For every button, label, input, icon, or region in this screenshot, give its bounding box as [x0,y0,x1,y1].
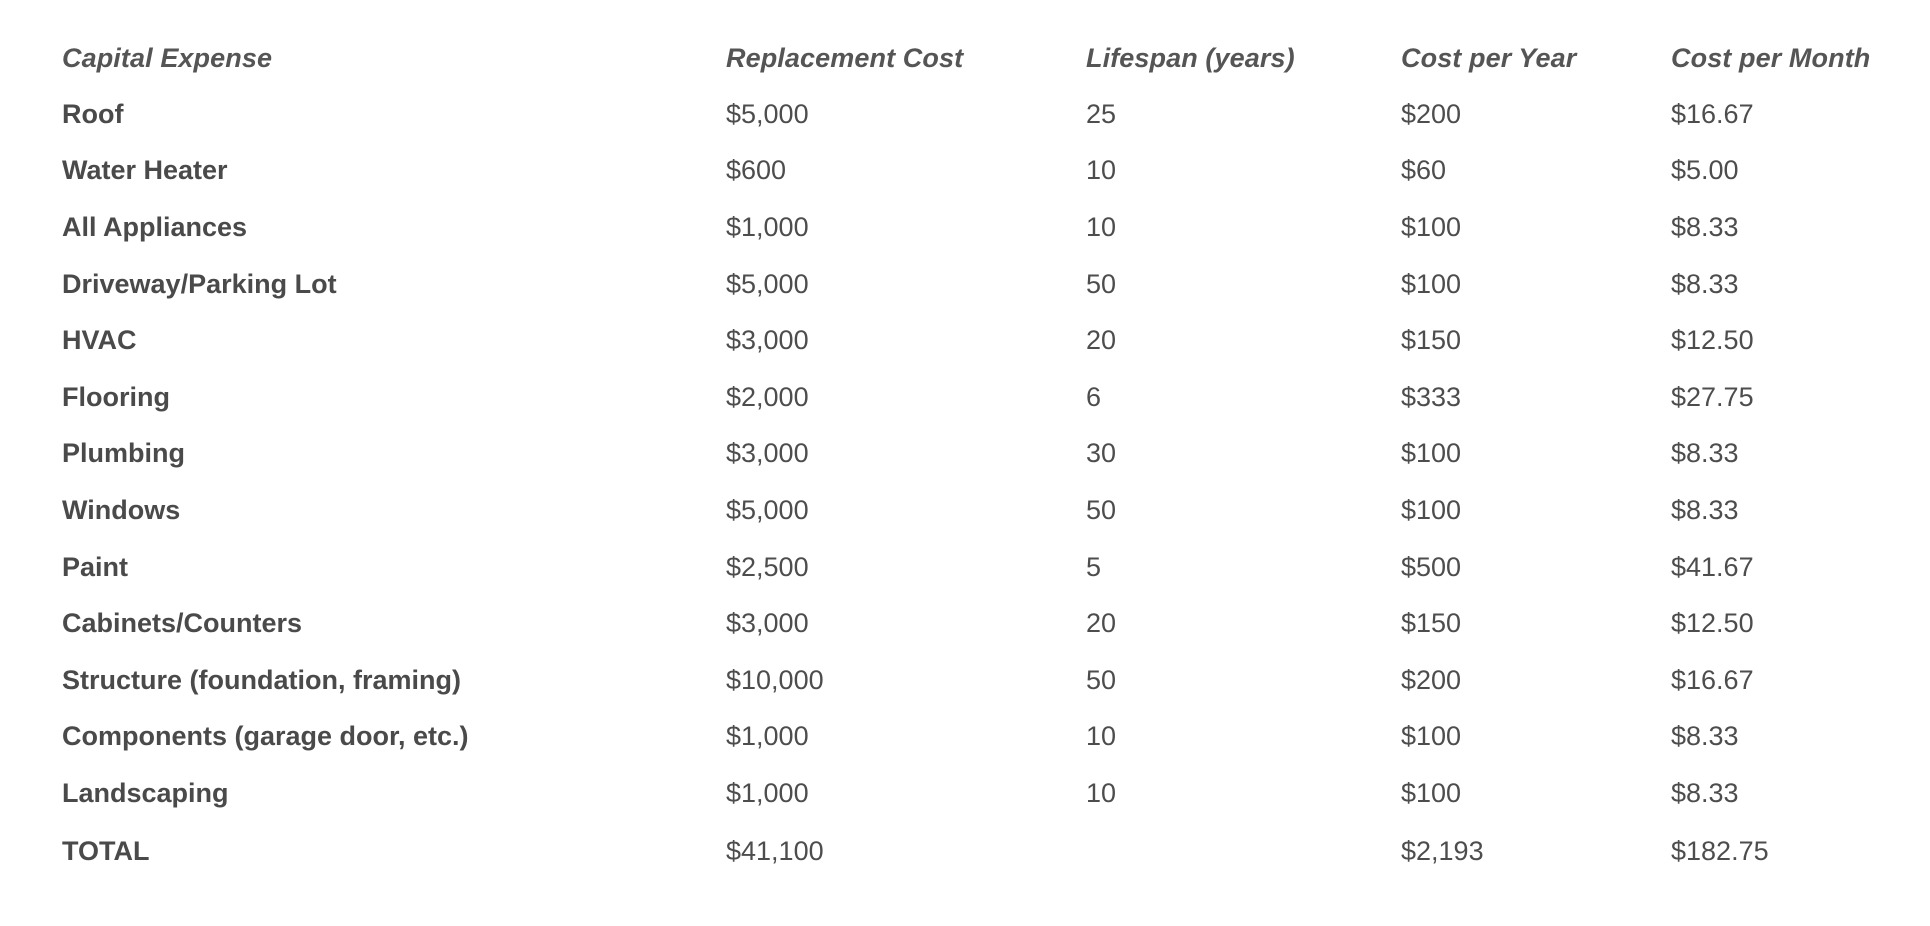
cost-per-month: $16.67 [1671,664,1754,695]
replacement-cost: $600 [726,155,787,186]
expense-name: Cabinets/Counters [62,608,303,639]
table-row [62,765,1882,822]
expense-name: Roof [62,98,124,129]
table-body [62,86,1882,882]
cost-per-month: $8.33 [1671,438,1739,469]
lifespan-years: 20 [1086,325,1117,356]
cost-per-year: $200 [1401,98,1462,129]
total-lifespan-empty [1086,822,1401,882]
replacement-cost: $1,000 [726,777,809,808]
table-row [62,256,1882,313]
cost-per-year: $100 [1401,211,1462,242]
cost-per-month: $8.33 [1671,211,1739,242]
cost-per-month: $12.50 [1671,325,1754,356]
lifespan-years: 50 [1086,664,1117,695]
expense-name: Paint [62,551,129,582]
lifespan-years: 5 [1086,551,1102,582]
cost-per-year: $100 [1401,721,1462,752]
table-row [62,199,1882,256]
expense-name: Driveway/Parking Lot [62,268,337,299]
replacement-cost: $5,000 [726,268,809,299]
expense-name: Structure (foundation, framing) [62,664,461,695]
capital-expense-table-container [62,30,1882,882]
cost-per-month: $27.75 [1671,381,1754,412]
lifespan-years: 25 [1086,98,1117,129]
total-label: TOTAL [62,836,150,867]
header-replacement-cost: Replacement Cost [726,42,964,73]
header-row [62,30,1882,86]
header-lifespan: Lifespan (years) [1086,42,1295,73]
total-replacement-cost: $41,100 [726,836,824,867]
cost-per-month: $41.67 [1671,551,1754,582]
cost-per-year: $100 [1401,777,1462,808]
lifespan-years: 10 [1086,155,1117,186]
lifespan-years: 20 [1086,608,1117,639]
table-row [62,369,1882,426]
expense-name: All Appliances [62,211,248,242]
expense-name: Water Heater [62,155,228,186]
replacement-cost: $10,000 [726,664,824,695]
cost-per-month: $12.50 [1671,608,1754,639]
cost-per-year: $200 [1401,664,1462,695]
table-row [62,426,1882,483]
cost-per-year: $60 [1401,155,1447,186]
table-row [62,86,1882,143]
replacement-cost: $5,000 [726,494,809,525]
table-row [62,595,1882,652]
table-row [62,482,1882,539]
cost-per-month: $8.33 [1671,494,1739,525]
lifespan-years: 50 [1086,494,1117,525]
cost-per-year: $333 [1401,381,1462,412]
cost-per-month: $5.00 [1671,155,1739,186]
header-capital-expense: Capital Expense [62,42,273,73]
replacement-cost: $2,000 [726,381,809,412]
cost-per-year: $100 [1401,268,1462,299]
replacement-cost: $2,500 [726,551,809,582]
cost-per-month: $8.33 [1671,268,1739,299]
table-row [62,652,1882,709]
cost-per-month: $16.67 [1671,98,1754,129]
replacement-cost: $3,000 [726,438,809,469]
table-header [62,30,1882,86]
cost-per-year: $100 [1401,438,1462,469]
cost-per-year: $500 [1401,551,1462,582]
capital-expense-table [62,30,1882,882]
table-row [62,143,1882,200]
expense-name: Flooring [62,381,170,412]
lifespan-years: 10 [1086,211,1117,242]
replacement-cost: $1,000 [726,211,809,242]
cost-per-year: $100 [1401,494,1462,525]
lifespan-years: 10 [1086,721,1117,752]
cost-per-month: $8.33 [1671,721,1739,752]
header-cost-per-month: Cost per Month [1671,42,1871,73]
cost-per-month: $8.33 [1671,777,1739,808]
cost-per-year: $150 [1401,608,1462,639]
total-cost-per-year: $2,193 [1401,836,1484,867]
lifespan-years: 10 [1086,777,1117,808]
total-row [62,822,1882,882]
table-row [62,312,1882,369]
replacement-cost: $3,000 [726,325,809,356]
lifespan-years: 30 [1086,438,1117,469]
expense-name: Landscaping [62,777,229,808]
lifespan-years: 50 [1086,268,1117,299]
replacement-cost: $5,000 [726,98,809,129]
header-cost-per-year: Cost per Year [1401,42,1577,73]
replacement-cost: $3,000 [726,608,809,639]
expense-name: HVAC [62,325,137,356]
cost-per-year: $150 [1401,325,1462,356]
expense-name: Plumbing [62,438,185,469]
replacement-cost: $1,000 [726,721,809,752]
table-row [62,539,1882,596]
total-cost-per-month: $182.75 [1671,836,1769,867]
expense-name: Windows [62,494,181,525]
table-row [62,709,1882,766]
expense-name: Components (garage door, etc.) [62,721,469,752]
lifespan-years: 6 [1086,381,1102,412]
